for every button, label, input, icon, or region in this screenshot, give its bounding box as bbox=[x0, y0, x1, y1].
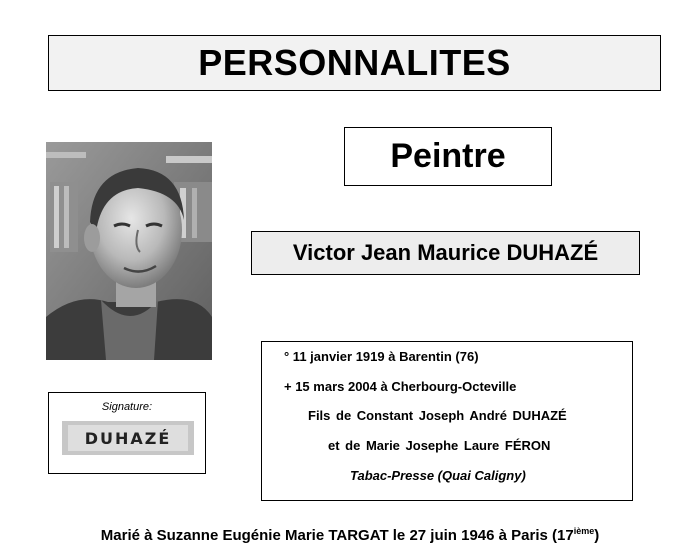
marriage-text: Marié à Suzanne Eugénie Marie TARGAT le 27 juin 1946 à Paris (17 bbox=[100, 527, 574, 544]
signature-text: DUHAZÉ bbox=[84, 429, 172, 448]
signature-image bbox=[62, 421, 194, 455]
shop-line: Tabac-Presse (Quai Caligny) bbox=[350, 468, 526, 483]
portrait-image bbox=[46, 142, 212, 360]
profession-box bbox=[344, 127, 552, 186]
profession-label: Peintre bbox=[390, 137, 506, 175]
person-name: Victor Jean Maurice DUHAZÉ bbox=[292, 240, 599, 265]
person-name-box bbox=[251, 231, 640, 275]
signature-box bbox=[48, 392, 206, 474]
birth-line: ° 11 janvier 1919 à Barentin (76) bbox=[284, 349, 479, 364]
page-title-text: PERSONNALITES bbox=[198, 42, 511, 83]
marriage-superscript: ième bbox=[573, 526, 595, 536]
marriage-closing: ) bbox=[594, 527, 600, 544]
marriage-line bbox=[0, 526, 700, 544]
death-line: + 15 mars 2004 à Cherbourg-Octeville bbox=[284, 379, 517, 394]
page-title bbox=[48, 35, 661, 91]
biography-box bbox=[261, 341, 633, 501]
portrait-photo bbox=[46, 142, 212, 360]
father-line: Fils de Constant Joseph André DUHAZÉ bbox=[308, 408, 567, 423]
signature-label: Signature: bbox=[101, 401, 153, 413]
mother-line: et de Marie Josephe Laure FÉRON bbox=[328, 438, 551, 453]
